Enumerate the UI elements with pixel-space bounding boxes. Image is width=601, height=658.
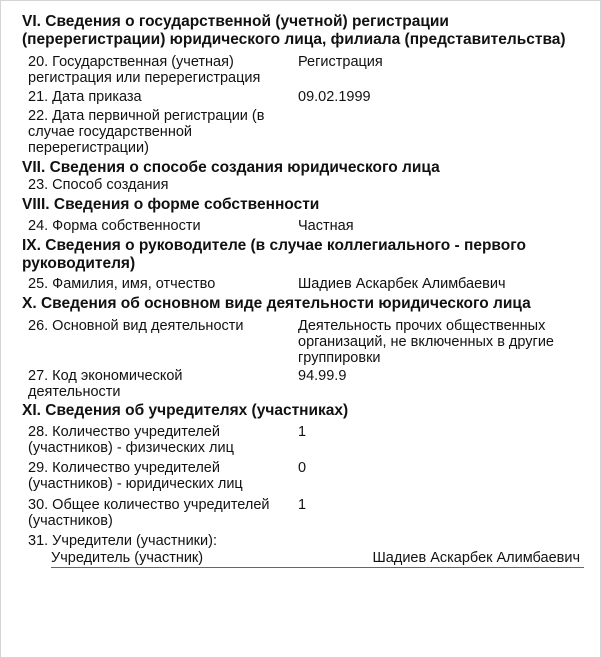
field-label: 27. Код экономической деятельности [28, 368, 183, 400]
field-label: 24. Форма собственности [28, 218, 201, 234]
field-label: 31. Учредители (участники): [28, 533, 217, 549]
field-label: 28. Количество учредителей (участников) - физических лиц [28, 424, 234, 456]
field-label: 21. Дата приказа [28, 89, 142, 105]
field-value [282, 533, 590, 549]
founder-row [51, 550, 584, 568]
field-row [22, 533, 590, 549]
section-title: VIII. Сведения о форме собственности [22, 196, 320, 213]
field-label: 22. Дата первичной регистрации (в случае государственной перерегистрации) [28, 108, 265, 156]
field-row [22, 54, 590, 86]
field-value [277, 108, 590, 156]
field-row [22, 108, 590, 156]
field-label: 23. Способ создания [28, 177, 169, 193]
founder-name: Шадиев Аскарбек Алимбаевич [372, 550, 580, 566]
field-row [22, 89, 590, 105]
field-label: 30. Общее количество учредителей (участников) [28, 497, 270, 529]
field-row [22, 497, 590, 529]
field-value: Шадиев Аскарбек Алимбаевич [298, 276, 506, 292]
field-row [22, 424, 590, 456]
field-value: 0 [298, 460, 307, 476]
field-value: 09.02.1999 [298, 89, 371, 105]
founder-label: Учредитель (участник) [51, 550, 204, 566]
field-row [22, 218, 590, 234]
field-label: 29. Количество учредителей (участников) - юридических лиц [28, 460, 243, 492]
field-value: Деятельность прочих общественных организаций, не включенных в другие группировки [298, 318, 555, 366]
section-title: VII. Сведения о способе создания юридического лица [22, 159, 440, 176]
section-title: XI. Сведения об учредителях (участниках) [22, 402, 349, 419]
section-registration [22, 13, 590, 49]
field-value: 94.99.9 [298, 368, 347, 384]
field-value: Частная [298, 218, 354, 234]
section-title: VI. Сведения о государственной (учетной) регистрации (перерегистрации) юридического лица, филиала (представительства) [22, 13, 566, 48]
field-row [22, 177, 590, 193]
field-value [277, 177, 590, 193]
field-label: 26. Основной вид деятельности [28, 318, 244, 334]
section-title: IX. Сведения о руководителе (в случае коллегиального - первого руководителя) [22, 237, 526, 272]
field-label: 25. Фамилия, имя, отчество [28, 276, 216, 292]
field-row [22, 276, 590, 292]
field-row [22, 368, 590, 400]
field-value: 1 [298, 497, 307, 513]
field-label: 20. Государственная (учетная) регистрация или перерегистрация [28, 54, 261, 86]
field-row [22, 318, 590, 366]
field-value: Регистрация [298, 54, 383, 70]
field-row [22, 460, 590, 492]
section-title: X. Сведения об основном виде деятельности юридического лица [22, 295, 531, 312]
field-value: 1 [298, 424, 307, 440]
